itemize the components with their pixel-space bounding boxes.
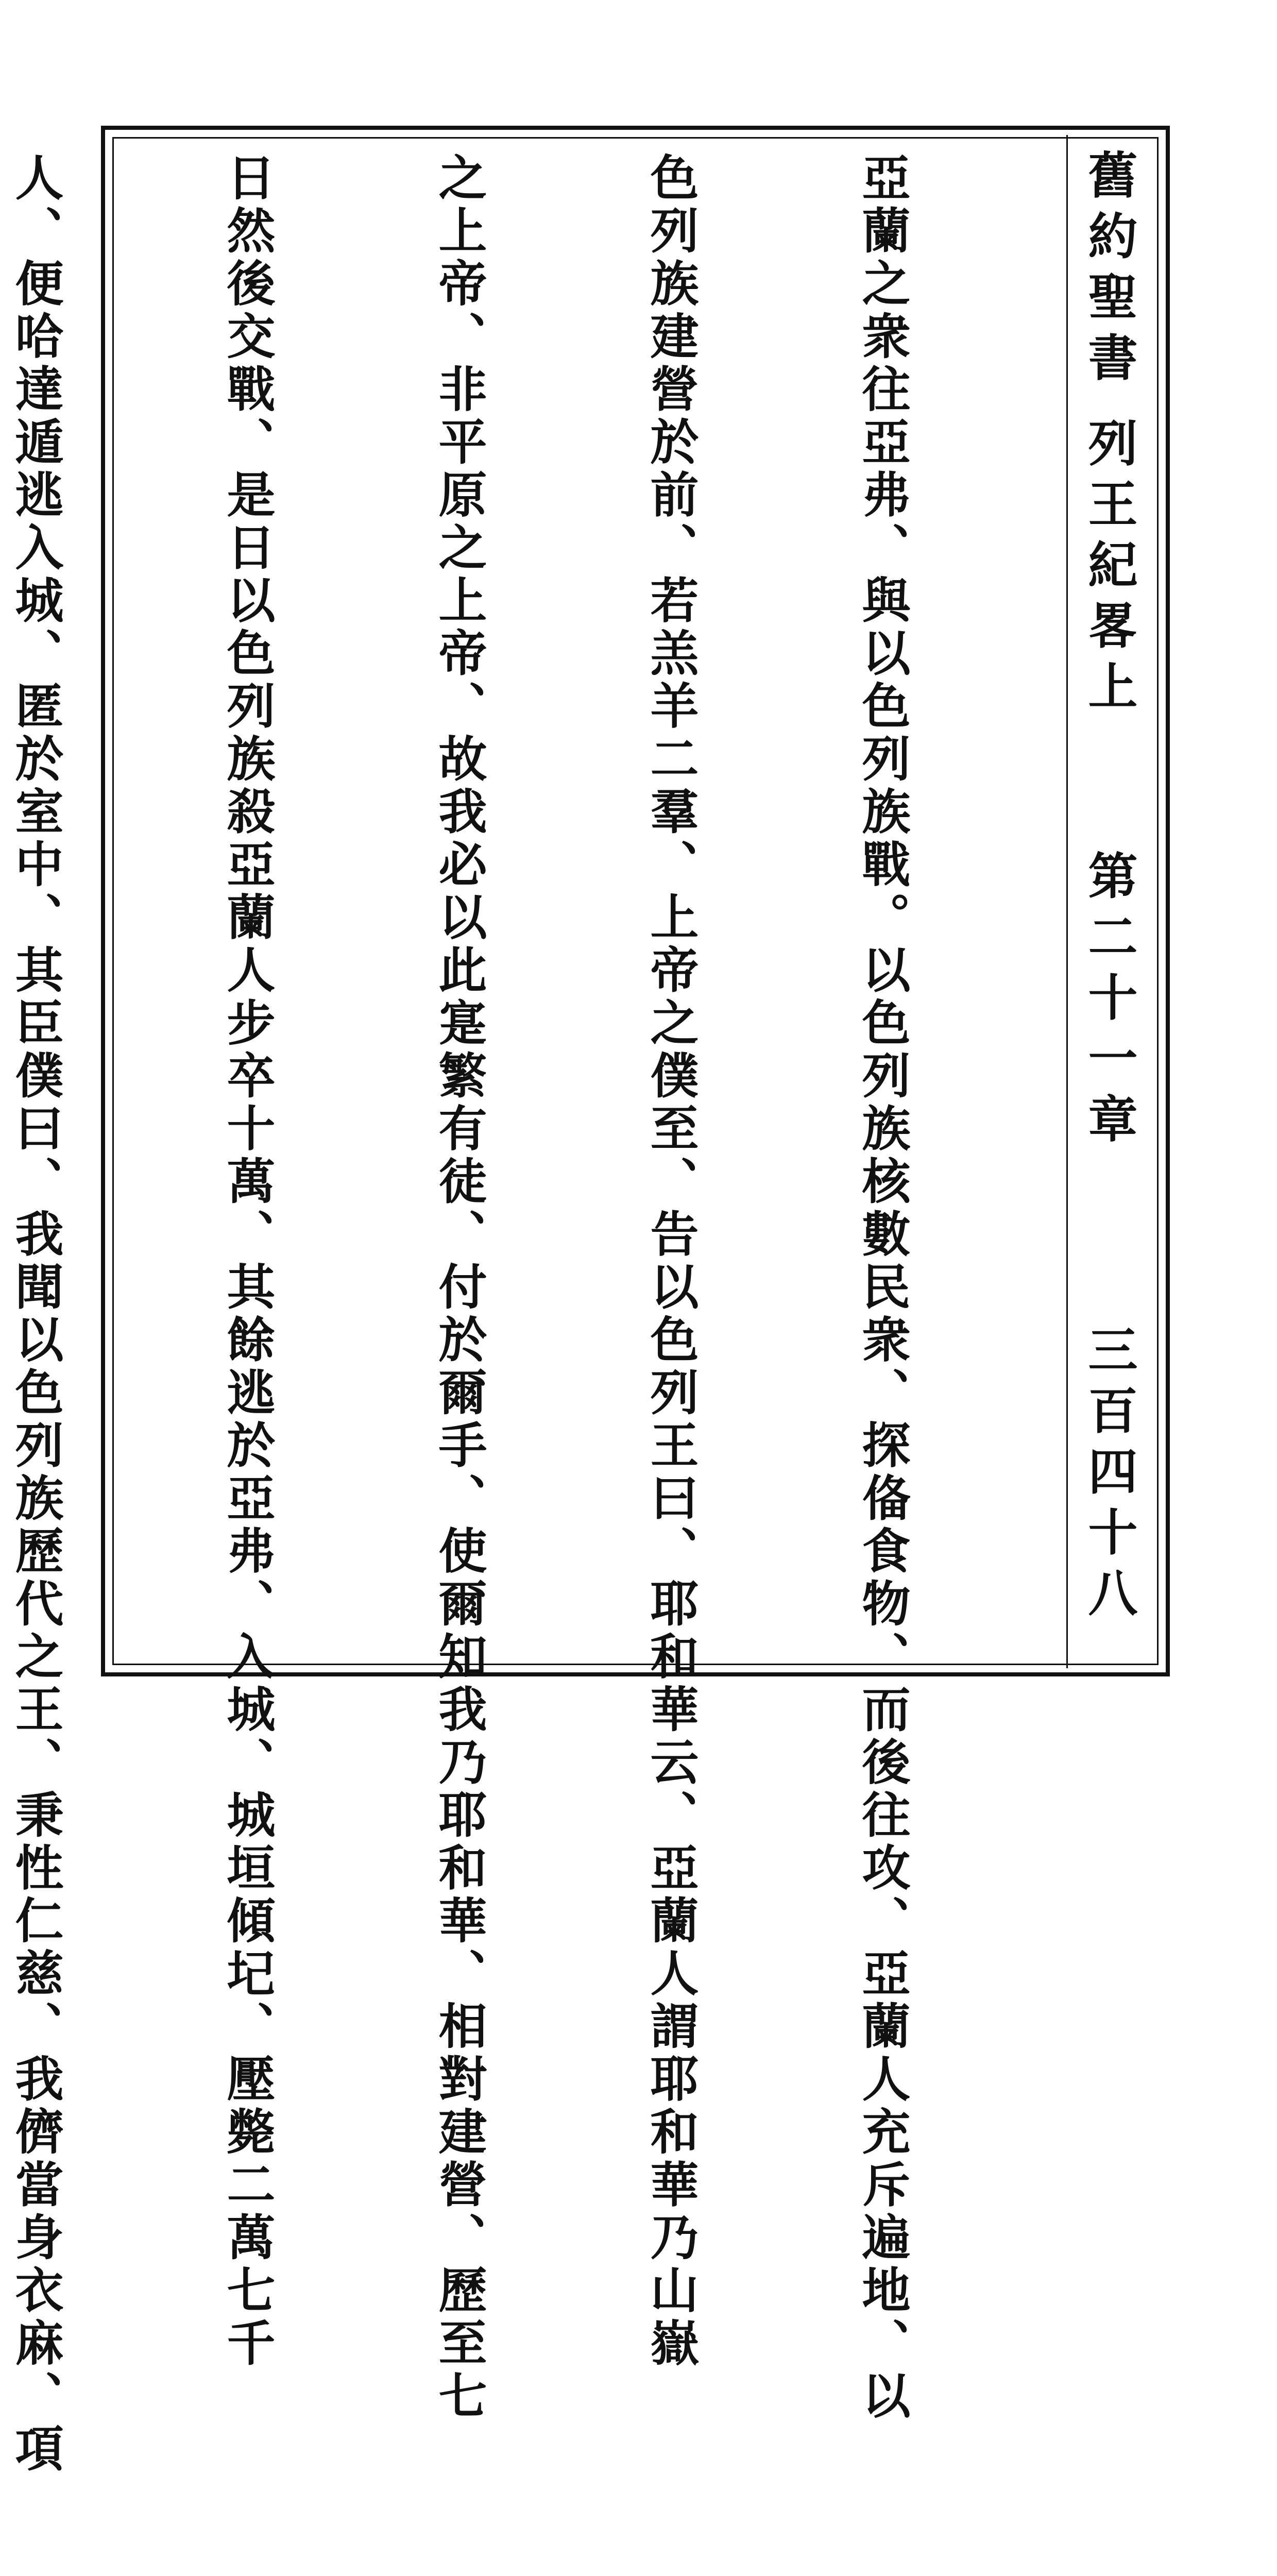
text-line: 人、便哈達遁逃入城、匿於室中、其臣僕曰、我聞以色列族歷代之王、秉性仁慈、我儕當身衣麻、項 xyxy=(7,152,63,2476)
text-line: 色列族建營於前、若羔羊二羣、上帝之僕至、告以色列王曰、耶和華云、亞蘭人謂耶和華乃山嶽 xyxy=(642,152,699,2370)
page-number: 三百四十八 xyxy=(1080,1324,1138,1628)
book-title: 舊約聖書 xyxy=(1080,149,1138,393)
body-text xyxy=(7,152,1058,2476)
text-line: 亞蘭之衆往亞弗、與以色列族戰。以色列族核數民衆、探俻食物、而後往攻、亞蘭人充斥遍地、以 xyxy=(854,152,910,2424)
book-section: 列王紀畧上 xyxy=(1080,417,1138,721)
running-header xyxy=(1076,149,1143,1654)
text-line: 日然後交戰、是日以色列族殺亞蘭人步卒十萬、其餘逃於亞弗、入城、城垣傾圮、壓斃二萬七千 xyxy=(218,152,275,2370)
text-line: 之上帝、非平原之上帝、故我必以此寔繁有徒、付於爾手、使爾知我乃耶和華、相對建營、歷至七 xyxy=(430,152,487,2424)
header-divider xyxy=(1066,135,1068,1668)
chapter-label: 第二十一章 xyxy=(1080,850,1138,1154)
